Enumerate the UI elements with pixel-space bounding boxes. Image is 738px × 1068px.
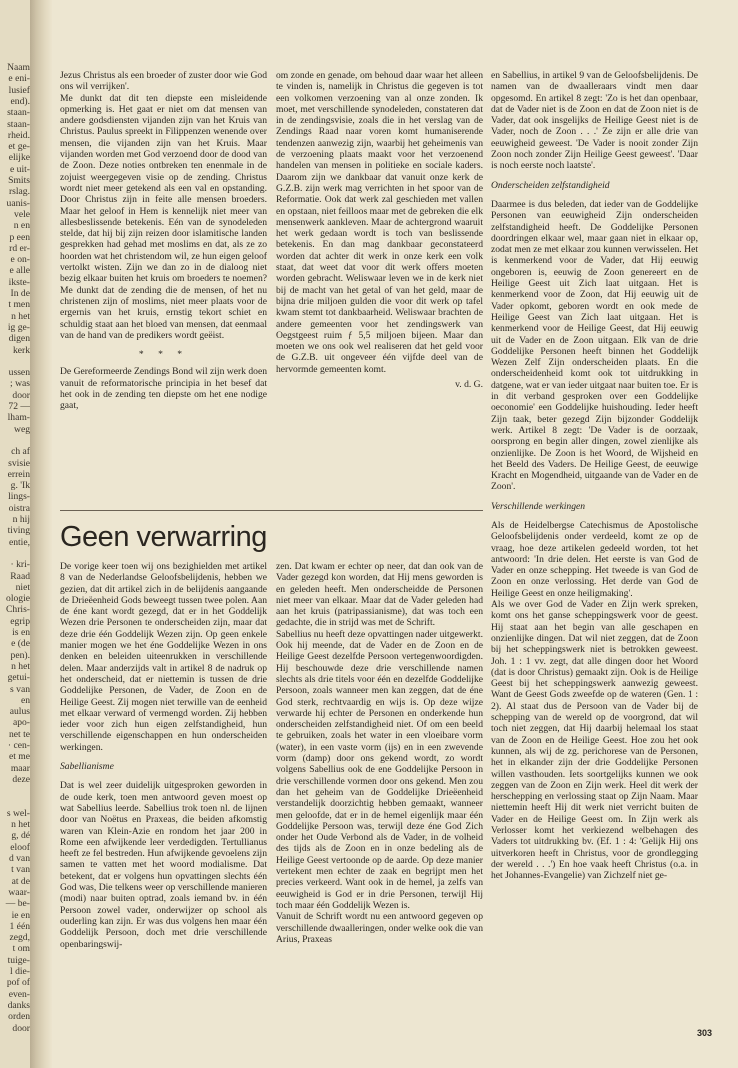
paragraph: Vanuit de Schrift wordt nu een antwoord gegeven op verschillende dwaalleringen, onder welke ook die van Arius, Praxeas	[276, 911, 483, 945]
adjacent-page-text: orden	[8, 1011, 30, 1023]
adjacent-page-text: n het	[11, 819, 30, 831]
adjacent-page-text: lusief	[8, 84, 30, 96]
paragraph: Jezus Christus als een broeder of zuster door wie God ons wil verrijken'.	[60, 70, 267, 93]
adjacent-page-text: t van	[11, 864, 30, 876]
column-1-top	[60, 70, 267, 412]
author-signature: v. d. G.	[455, 379, 483, 391]
adjacent-page-text: ie en	[11, 909, 30, 921]
adjacent-page-text: rd er-	[9, 242, 30, 254]
adjacent-page-text: d van	[8, 853, 30, 864]
adjacent-page-text: lings-	[8, 491, 30, 503]
adjacent-page-text: In de	[10, 288, 30, 299]
adjacent-page-text: rslag.	[8, 186, 30, 198]
adjacent-page-text: pen).	[10, 649, 30, 661]
column-2-bottom	[276, 561, 483, 945]
adjacent-page-text: t men	[8, 299, 30, 311]
adjacent-page-text: egrip	[10, 615, 30, 627]
adjacent-page-text: s wel-	[6, 807, 30, 819]
adjacent-page-text: getui-	[7, 672, 30, 684]
section-separator: * * *	[138, 349, 189, 361]
adjacent-page-text: aulus	[9, 706, 30, 718]
adjacent-page-text: e uit-	[10, 163, 30, 175]
adjacent-page-text: svisie	[8, 457, 30, 469]
adjacent-page-text: even-	[8, 988, 30, 1000]
column-1-bottom	[60, 561, 267, 950]
adjacent-page-text: et me	[8, 751, 30, 763]
adjacent-page-text: kerk	[12, 344, 30, 356]
adjacent-page-text: ikste-	[8, 276, 30, 288]
adjacent-page-text: en	[20, 694, 30, 706]
adjacent-page-text: pof of	[6, 977, 30, 989]
page-number: 303	[697, 1028, 713, 1038]
adjacent-page-text: apo-	[12, 717, 30, 729]
adjacent-page-text: oistra	[8, 502, 30, 514]
adjacent-page-text: is en	[12, 627, 30, 638]
adjacent-page-text: Raad	[10, 570, 30, 582]
paragraph: Dat is wel zeer duidelijk uitgesproken geworden in de oude kerk, toen men antwoord geven moest op wat Sabellius leerde. Sabellius trok toen nl. de lijnen door van Noëtus en Praxeas, die beiden afkomstig waren van Klein-Azie en rondom het jaar 200 in Rome een afwijkende leer verdedigden. Tertullianus heeft ze fel bestreden. Hun afwijkende gevoelens zijn samen te vatten met het woord modialisme. Dat betekent, dat er volgens hun opvattingen slechts één God was, Die telkens weer op verschillende manieren (modi) naar buiten optrad, zoals iemand bv. in één Persoon zowel vader, onderwijzer op school als ouderling kan zijn. Er was dus volgens hen maar één Goddelijk Persoon, doch met drie verschillende openbaringswij-	[60, 780, 267, 950]
adjacent-page-text: Naam	[7, 62, 30, 73]
adjacent-page-text: door	[12, 389, 30, 401]
paragraph: om zonde en genade, om behoud daar waar het alleen te vinden is, namelijk in Christus die gegeven is tot een volkomen verzoening van al onze zonden. Ik moet, met verschillende synodeleden, constateren dat in de zendingsvisie, zoals die in het verslag van de Zendings Raad naar voren komt humaniserende tendenzen aanwezig zijn, waarbij het geheimenis van de verzoening plaats maakt voor het verzoenend handelen van mensen in politieke en sociale kaders. Daarom zijn we dankbaar dat vanuit onze kerk de G.Z.B. zijn werk mag verrichten in het spoor van de Reformatie. Ook dat werk zal geschieden met vallen en opstaan, niet feilloos maar met de gebreken die elk mensenwerk aankleven. Maar de achtergrond waaruit het werk gedaan wordt is toch van beslissende betekenis. En dan mag dankbaar geconstateerd worden dat achter dit werk in onze kerk een volk staat, dat weet dat voor dit werk offers moeten worden gebracht. Weliswaar leven we in de kerk niet bij de macht van het getal of van het geld, maar de bijna drie miljoen gulden die voor dit werk op tafel kwam stemt tot dankbaarheid. Weliswaar brachten de andere gemeenten voor het zendingswerk van Oegstgeest ruim ƒ 5,5 miljoen bijeen. Maar dan moeten we ons ook wel realiseren dat het geld voor de G.Z.B. uit ongeveer één vijfde deel van de hervormde gemeenten komt.	[276, 70, 483, 375]
section-heading: Verschillende werkingen	[491, 500, 586, 512]
adjacent-page-text: · kri-	[10, 559, 30, 571]
adjacent-page-text: tiving	[7, 525, 30, 537]
adjacent-page-text: at de	[11, 875, 30, 887]
adjacent-page-fragment	[0, 0, 30, 1068]
adjacent-page-text: digen	[8, 333, 30, 345]
adjacent-page-text: e (de	[11, 638, 30, 650]
adjacent-page-text: uanis-	[6, 197, 30, 209]
adjacent-page-text: e alle	[9, 265, 30, 277]
adjacent-page-text: · cen-	[7, 740, 30, 751]
adjacent-page-text: ch af	[11, 446, 30, 458]
adjacent-page-text: tuige-	[7, 954, 30, 966]
adjacent-page-text: zegd,	[9, 932, 30, 944]
adjacent-page-text: end).	[10, 95, 30, 107]
paragraph: De Gereformeerde Zendings Bond wil zijn werk doen vanuit de reformatorische principia in het besef dat het ook in de zending ten diepste om het ene nodige gaat,	[60, 366, 267, 412]
adjacent-page-text: — be-	[5, 898, 30, 910]
adjacent-page-text: danks	[7, 999, 30, 1011]
column-2-top	[276, 70, 483, 390]
adjacent-page-text: entie,	[8, 536, 30, 548]
adjacent-page-text: staan-	[7, 107, 30, 119]
adjacent-page-text: n hij	[12, 514, 30, 525]
adjacent-page-text: n het	[11, 660, 30, 672]
adjacent-page-text: ussen	[8, 367, 30, 379]
adjacent-page-text: g. 'Ik	[10, 480, 30, 492]
adjacent-page-text: waar-	[8, 886, 30, 898]
paragraph: Als we over God de Vader en Zijn werk spreken, komt ons het ganse scheppingswerk voor de geest. Hij staat aan het begin van alle geschapen en onzienlijke dingen. Dat wil niet zeggen, dat de Zoon bij het scheppingswerk niet is betrokken geweest. Joh. 1 : 1 vv. zegt, dat alle dingen door het Woord (dat is door Christus) gemaakt zijn. Ook is de Heilige Geest bij het scheppingswerk aanwezig geweest. Want de Geest Gods zweefde op de wateren (Gen. 1 : 2). Al staat dus de Persoon van de Vader bij de schepping van de wereld op de voorgrond, dat wil toch niet zeggen, dat Hij daarbij helemaal los staat van de Zoon en de Heilige Geest. Hoe zou het ook kunnen, als wij de zg. perichorese van de Personen, het in elkander zijn der drie Goddelijke Personen willen vasthouden. Iets soortgelijks kunnen we ook zeggen van de Zoon en Zijn werk. Heel dit werk der herschepping en verlossing staat op Zijn Naam. Maar niettemin heeft Hij dit werk niet verricht buiten de Vader en de Heilige Geest om. In Zijn werk als Verlosser komt het verkiezend welbehagen des Vaders tot uitdrukking bv. (Ef. 1 : 4: 'Gelijk Hij ons uitverkoren heeft in Christus, voor de grondlegging der wereld . . .') En hoe vaak heeft Christus (o.a. in het Johannes-Evangelie) van Zichzelf niet ge-	[491, 599, 698, 882]
adjacent-page-text: 1 één	[9, 920, 30, 932]
paragraph: Sabellius nu heeft deze opvattingen nader uitgewerkt. Ook hij meende, dat de Vader en de Zoon en de Heilige Geest dezelfde Persoon vertegenwoordigden. Hij beschouwde deze drie verschillende namen slechts als drie titels voor één en dezelfde Goddelijke Persoon, zoals wanneer men kan zeggen, dat de éne God sterk, rechtvaardig en wijs is. Op deze wijze verwarde hij echter de Personen en onderkende hun onderscheiden zelfstandigheid niet. Of om een beeld te gebruiken, zoals het water in een vloeibare vorm (water), in een vaste vorm (ijs) en in een zwevende vorm (damp) door ons gekend wordt, zo wordt volgens Sabellius ook de ene Goddelijke Persoon in drie verschillende vormen door ons gekend. Men zou dan het geheim van de Goddelijke Drieëenheid verstandelijk doorzichtig hebben gemaakt, wanneer men geloofde, dat er in de hemel eigenlijk maar één Goddelijke Persoon was, terwijl deze éne God Zich onder het Oude Verbond als de Vader, in de volheid des tijds als de Zoon en in onze bedeling als de Heilige Geest vertoonde op de aarde. Op deze manier vertekent men echter de zaak en begrijpt men het precies verkeerd. Want ook in de hemel, ja zelfs van eeuwigheid is God er in drie Personen, terwijl Hij toch maar één Goddelijk Wezen is.	[276, 628, 483, 911]
paragraph: Als de Heidelbergse Catechismus de Apostolische Geloofsbelijdenis onder verdeeld, komt ze op de vraag, hoe deze artikelen gedeeld worden, tot het antwoord: 'In drie delen. Het eerste is van God de Vader en onze schepping. Het tweede is van God de Zoon en onze verlossing. Het derde van God de Heilige Geest en onze heiligmaking'.	[491, 519, 698, 599]
column-3	[491, 70, 698, 881]
adjacent-page-text: ; was	[10, 378, 30, 390]
paragraph: De vorige keer toen wij ons bezighielden met artikel 8 van de Nederlandse Geloofsbelijdenis, hebben we gezien, dat dit artikel zich in de belijdenis aangaande de Drieëenheid Gods beweegt tussen twee polen. Aan de éne kant wordt gezegd, dat er in het Goddelijk Wezen drie Personen te onderscheiden zijn, maar dat deze drie één Goddelijk Wezen zijn. Op geen enkele manier mogen we het éne Goddelijke Wezen in ons denken en beleiden uiteenrukken in verschillende delen. Maar anderzijds valt in artikel 8 de nadruk op het onderscheid, dat er niettemin is tussen de drie Goddelijke Personen, de Vader, de Zoon en de Heilige Geest. Zij mogen niet terwille van de eenheid met elkaar verward of vermengd worden. Zij hebben ieder voor zich hun eigen zelfstandigheid, hun verschillende eigenschappen en hun onderscheiden werkingen.	[60, 561, 267, 753]
article-title: Geen verwarring	[60, 521, 267, 553]
adjacent-page-text: deze	[12, 773, 30, 785]
adjacent-page-text: ologie	[6, 593, 30, 605]
paragraph: Me dunkt dat dit ten diepste een misleidende opmerking is. Het gaat er niet om dat mensen van andere godsdiensten vijanden zijn van het Kruis van Christus. Paulus spreekt in Filippenzen wenende over mensen, die vijanden zijn van het Kruis. Maar vijanden worden met God verzoend door de dood van de Zoon. Deze noties ontbreken ten enenmale in de zojuist weergegeven visie op de zending. Christus wordt niet meer getekend als een val en opstanding. Door Christus zijn in feite alle mensen broeders. Maar het geloof in Hem is kennelijk niet meer van allesbeslissende betekenis. Eén van de synodeleden stelde, dat hij bij zijn reizen door islamitische landen gesprekken had gehad met moslims en dat, als ze zo hoorden wat het christendom wil, ze hun eigen geloof vertolkt wisten. Zijn we dan zo in de dialoog niet bezig elkaar buiten het kruis om broeders te noemen? Me dunkt dat de zending die de mensen, of het nu christenen zijn of moslims, niet meer plaats voor de ergernis van het kruis, ernstig tekort schiet en schuldig staat aan het bloed van mensen, dat eenmaal van de hand van de predikers wordt geëist.	[60, 92, 267, 341]
page-gutter	[30, 0, 52, 1068]
adjacent-page-text: elijke	[8, 152, 30, 164]
adjacent-page-text: e eni-	[8, 73, 30, 85]
adjacent-page-text: Chris-	[6, 604, 30, 616]
adjacent-page-text: eloof	[10, 841, 30, 853]
section-heading: Sabellianisme	[60, 761, 114, 773]
adjacent-page-text: e on-	[10, 254, 30, 266]
adjacent-page-text: n en	[13, 220, 30, 232]
adjacent-page-text: maar	[10, 762, 30, 774]
adjacent-page-text: p een	[9, 231, 30, 243]
adjacent-page-text: t om	[12, 943, 30, 955]
adjacent-page-text: rheid.	[7, 129, 30, 141]
adjacent-page-text: s van	[10, 683, 30, 695]
adjacent-page-text: staan-	[7, 118, 30, 130]
adjacent-page-text: niet	[15, 581, 30, 593]
adjacent-page-text: Smits	[8, 175, 30, 186]
adjacent-page-text: weg	[14, 423, 30, 435]
paragraph: Daarmee is dus beleden, dat ieder van de Goddelijke Personen van eeuwigheid Zijn onderscheiden zelfstandigheid heeft. De Goddelijke Personen doordringen elkaar wel, maar gaan niet in elkaar op, zodat men ze met elkaar zou kunnen verwisselen. Het is kenmerkend voor de Vader, dat Hij eeuwig ongeboren is, eeuwig de Zoon genereert en de Heilige Geest uit Zich laat uitgaan. Het is kenmerkend voor de Zoon, dat Hij eeuwig uit de Vader opkomt, geboren wordt en ook mede de Heilige Geest van Zich laat uitgaan. Het is kenmerkend voor de Heilige Geest, dat Hij eeuwig uit de Vader en de Zoon uitgaan. Elk van de drie Goddelijke Personen heeft binnen het Goddelijk Wezen Zelf Zijn onderscheiden plaats. En die onderscheidenheid komt ook tot uitdrukking in datgene, wat er van ieder uitgaat naar buiten toe. Er is in dit verband gesproken over een Goddelijke oeconomie' een Goddelijke huishouding. Ieder heeft Zijn taak, beter gezegd Zijn bijzonder Goddelijk werk. Artikel 8 zegt: 'De Vader is de oorzaak, oorsprong en begin aller dingen, zowel zienlijke als onzienlijke. De Zoon is het Woord, de Wijsheid en het Beeld des Vaders. De Heilige Geest, de eeuwige Kracht en Mogendheid, uitgaande van de Vader en de Zoon'.	[491, 198, 698, 493]
adjacent-page-text: g, dé	[11, 830, 30, 842]
paragraph: en Sabellius, in artikel 9 van de Geloofsbelijdenis. De namen van de dwaalleraars vindt men daar opgesomd. En artikel 8 zegt: 'Zo is het dan openbaar, dat de Vader niet is de Zoon en dat de Zoon niet is de Vader, dat ook insgelijks de Heilige Geest niet is de Vader, noch de Zoon . . .' Ze zijn er alle drie van eeuwigheid geweest. 'De Vader is nooit zonder Zijn Zoon noch zonder Zijn Heilige Geest geweest'. 'Daar is noch eerste noch laatste'.	[491, 70, 698, 172]
adjacent-page-text: l die-	[10, 966, 30, 977]
adjacent-page-text: errein	[7, 468, 30, 480]
adjacent-page-text: lham-	[7, 412, 30, 424]
adjacent-page-text: net te	[8, 728, 30, 740]
adjacent-page-text: ig ge-	[7, 321, 30, 333]
section-divider	[60, 510, 483, 511]
adjacent-page-text: 72 —	[8, 401, 30, 412]
adjacent-page-text: door	[12, 1022, 30, 1034]
section-heading: Onderscheiden zelfstandigheid	[491, 179, 610, 191]
adjacent-page-text: n het	[11, 310, 30, 322]
adjacent-page-text: vele	[14, 208, 30, 220]
paragraph: zen. Dat kwam er echter op neer, dat dan ook van de Vader gezegd kon worden, dat Hij mens geworden is en geleden heeft. Men onderscheidde de Personen niet meer van elkaar. Maar dat de Vader geleden had aan het kruis (patripassianisme), dat was toch een gedachte, die in strijd was met de Schrift.	[276, 561, 483, 629]
adjacent-page-text: et ge-	[8, 141, 30, 153]
